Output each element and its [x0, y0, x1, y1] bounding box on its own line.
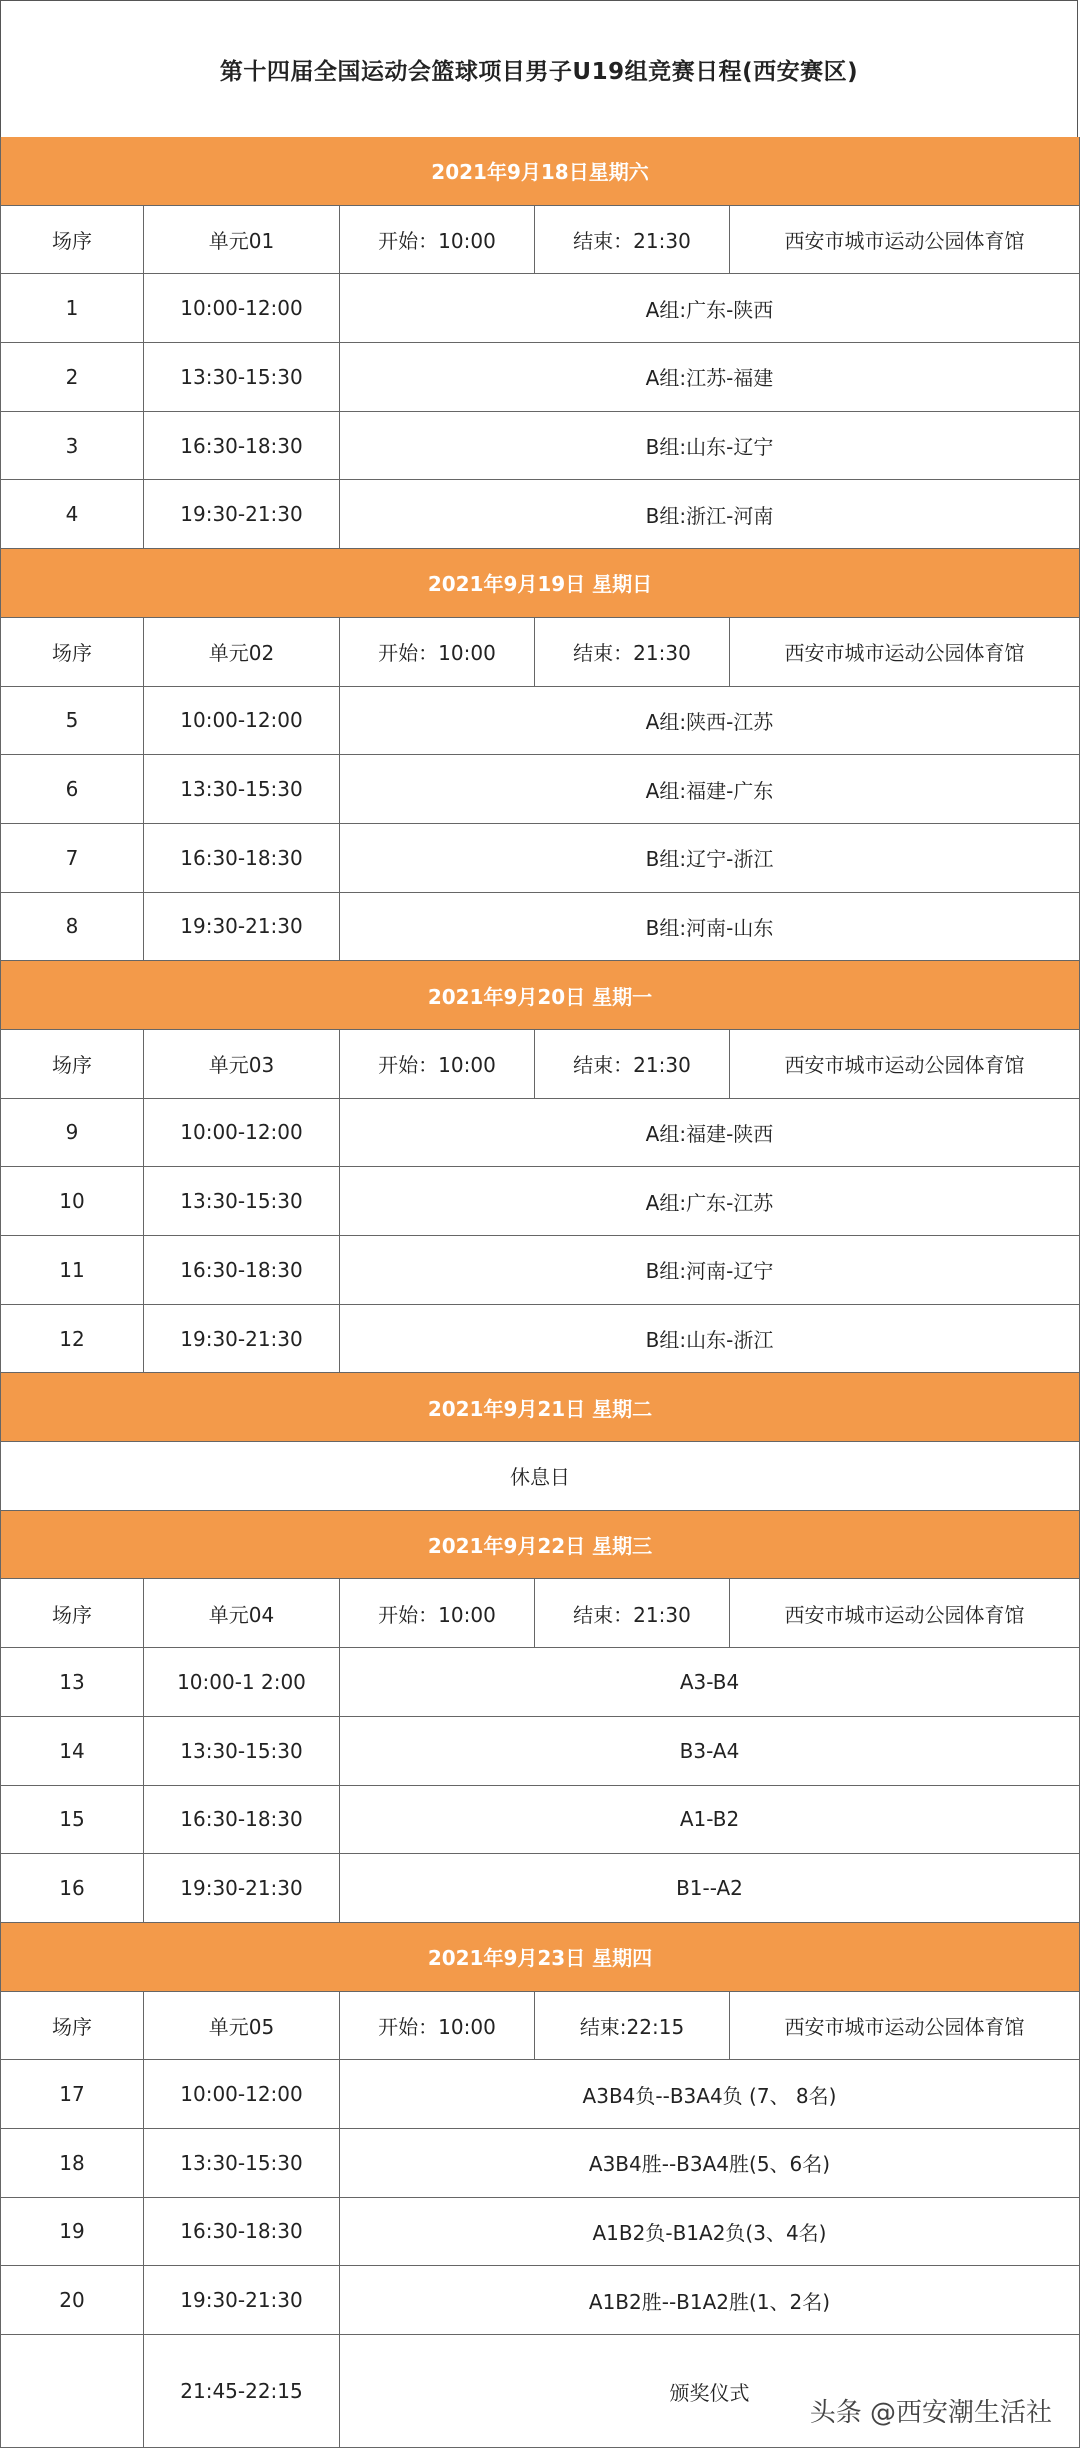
session-header-row	[0, 618, 1080, 687]
match-number: 5	[1, 687, 144, 755]
session-unit: 单元03	[144, 1030, 340, 1098]
session-start: 开始：10:00	[340, 206, 535, 274]
match-time: 19:30-21:30	[144, 893, 340, 961]
match-number: 12	[1, 1305, 144, 1373]
match-number: 3	[1, 412, 144, 480]
match-number: 16	[1, 1854, 144, 1922]
match-teams: B3-A4	[340, 1717, 1080, 1785]
match-time: 16:30-18:30	[144, 2198, 340, 2266]
match-teams: B1--A2	[340, 1854, 1080, 1922]
column-label-match-no: 场序	[1, 1030, 144, 1098]
date-header-row: 2021年9月23日 星期四	[0, 1923, 1080, 1992]
session-header-row	[0, 1579, 1080, 1648]
venue-name: 西安市城市运动公园体育馆	[730, 618, 1080, 686]
session-unit: 单元02	[144, 618, 340, 686]
column-label-match-no: 场序	[1, 1579, 144, 1647]
match-teams: A组:陕西-江苏	[340, 687, 1080, 755]
match-time: 16:30-18:30	[144, 412, 340, 480]
match-row	[0, 2060, 1080, 2129]
match-time: 16:30-18:30	[144, 1236, 340, 1304]
session-start: 开始：10:00	[340, 618, 535, 686]
date-header-row: 2021年9月21日 星期二	[0, 1373, 1080, 1442]
match-time: 13:30-15:30	[144, 2129, 340, 2197]
match-time: 10:00-12:00	[144, 687, 340, 755]
match-time: 13:30-15:30	[144, 1717, 340, 1785]
match-row	[0, 2198, 1080, 2267]
column-label-match-no: 场序	[1, 206, 144, 274]
venue-name: 西安市城市运动公园体育馆	[730, 1030, 1080, 1098]
session-header-row	[0, 1992, 1080, 2061]
match-number: 8	[1, 893, 144, 961]
match-teams: A组:福建-广东	[340, 755, 1080, 823]
match-row	[0, 687, 1080, 756]
match-teams: A1B2负-B1A2负(3、4名)	[340, 2198, 1080, 2266]
session-end: 结束：21:30	[535, 1030, 730, 1098]
session-unit: 单元05	[144, 1992, 340, 2060]
match-time: 21:45-22:15	[144, 2335, 340, 2447]
match-teams: B组:浙江-河南	[340, 480, 1080, 548]
date-header-row: 2021年9月22日 星期三	[0, 1511, 1080, 1580]
match-row	[0, 1648, 1080, 1717]
match-number: 4	[1, 480, 144, 548]
match-time: 10:00-1 2:00	[144, 1648, 340, 1716]
match-time: 16:30-18:30	[144, 1786, 340, 1854]
match-time: 19:30-21:30	[144, 1305, 340, 1373]
match-time: 19:30-21:30	[144, 2266, 340, 2334]
match-teams: B组:辽宁-浙江	[340, 824, 1080, 892]
match-number: 2	[1, 343, 144, 411]
date-header-row: 2021年9月19日 星期日	[0, 549, 1080, 618]
match-time: 13:30-15:30	[144, 343, 340, 411]
match-row	[0, 1167, 1080, 1236]
match-teams: A3-B4	[340, 1648, 1080, 1716]
match-teams: B组:山东-辽宁	[340, 412, 1080, 480]
match-number: 14	[1, 1717, 144, 1785]
match-row	[0, 755, 1080, 824]
match-number: 15	[1, 1786, 144, 1854]
venue-name: 西安市城市运动公园体育馆	[730, 1992, 1080, 2060]
match-number: 9	[1, 1099, 144, 1167]
venue-name: 西安市城市运动公园体育馆	[730, 206, 1080, 274]
session-end: 结束：21:30	[535, 206, 730, 274]
match-number: 20	[1, 2266, 144, 2334]
match-number: 18	[1, 2129, 144, 2197]
match-number: 11	[1, 1236, 144, 1304]
match-teams: A1B2胜--B1A2胜(1、2名)	[340, 2266, 1080, 2334]
session-end: 结束：21:30	[535, 618, 730, 686]
match-teams: A组:广东-陕西	[340, 274, 1080, 342]
session-header-row	[0, 206, 1080, 275]
match-time: 19:30-21:30	[144, 480, 340, 548]
match-row	[0, 2129, 1080, 2198]
match-teams: A组:广东-江苏	[340, 1167, 1080, 1235]
session-start: 开始：10:00	[340, 1992, 535, 2060]
date-header-row: 2021年9月20日 星期一	[0, 961, 1080, 1030]
match-teams: B组:河南-山东	[340, 893, 1080, 961]
match-row	[0, 1786, 1080, 1855]
match-row	[0, 893, 1080, 962]
date-header-row: 2021年9月18日星期六	[0, 137, 1080, 206]
match-number: 1	[1, 274, 144, 342]
match-teams: B组:河南-辽宁	[340, 1236, 1080, 1304]
match-number: 17	[1, 2060, 144, 2128]
match-time: 10:00-12:00	[144, 1099, 340, 1167]
match-row	[0, 824, 1080, 893]
match-teams: A3B4负--B3A4负 (7、 8名)	[340, 2060, 1080, 2128]
match-row	[0, 1099, 1080, 1168]
match-number: 7	[1, 824, 144, 892]
match-number: 10	[1, 1167, 144, 1235]
match-row	[0, 412, 1080, 481]
page-title: 第十四届全国运动会篮球项目男子U19组竞赛日程(西安赛区)	[0, 0, 1078, 138]
match-time: 19:30-21:30	[144, 1854, 340, 1922]
venue-name: 西安市城市运动公园体育馆	[730, 1579, 1080, 1647]
match-number: 19	[1, 2198, 144, 2266]
match-time: 13:30-15:30	[144, 755, 340, 823]
match-time: 16:30-18:30	[144, 824, 340, 892]
session-unit: 单元04	[144, 1579, 340, 1647]
match-teams: A1-B2	[340, 1786, 1080, 1854]
match-row	[0, 1305, 1080, 1374]
session-header-row	[0, 1030, 1080, 1099]
match-row	[0, 1717, 1080, 1786]
match-teams: A组:福建-陕西	[340, 1099, 1080, 1167]
column-label-match-no: 场序	[1, 1992, 144, 2060]
session-start: 开始：10:00	[340, 1030, 535, 1098]
watermark: 头条 @西安潮生活社	[804, 2390, 1058, 2431]
match-row	[0, 1236, 1080, 1305]
match-row	[0, 480, 1080, 549]
match-row	[0, 2266, 1080, 2335]
match-number	[1, 2335, 144, 2447]
session-end: 结束：21:30	[535, 1579, 730, 1647]
match-time: 10:00-12:00	[144, 274, 340, 342]
match-number: 13	[1, 1648, 144, 1716]
match-time: 10:00-12:00	[144, 2060, 340, 2128]
schedule-table	[0, 137, 1080, 2448]
match-teams: B组:山东-浙江	[340, 1305, 1080, 1373]
match-teams: A3B4胜--B3A4胜(5、6名)	[340, 2129, 1080, 2197]
match-teams: A组:江苏-福建	[340, 343, 1080, 411]
session-start: 开始：10:00	[340, 1579, 535, 1647]
match-row	[0, 274, 1080, 343]
match-time: 13:30-15:30	[144, 1167, 340, 1235]
rest-day-row: 休息日	[0, 1442, 1080, 1511]
match-number: 6	[1, 755, 144, 823]
column-label-match-no: 场序	[1, 618, 144, 686]
session-end: 结束:22:15	[535, 1992, 730, 2060]
match-row	[0, 343, 1080, 412]
match-row	[0, 1854, 1080, 1923]
ceremony-label: 颁奖仪式	[340, 2335, 1080, 2447]
session-unit: 单元01	[144, 206, 340, 274]
